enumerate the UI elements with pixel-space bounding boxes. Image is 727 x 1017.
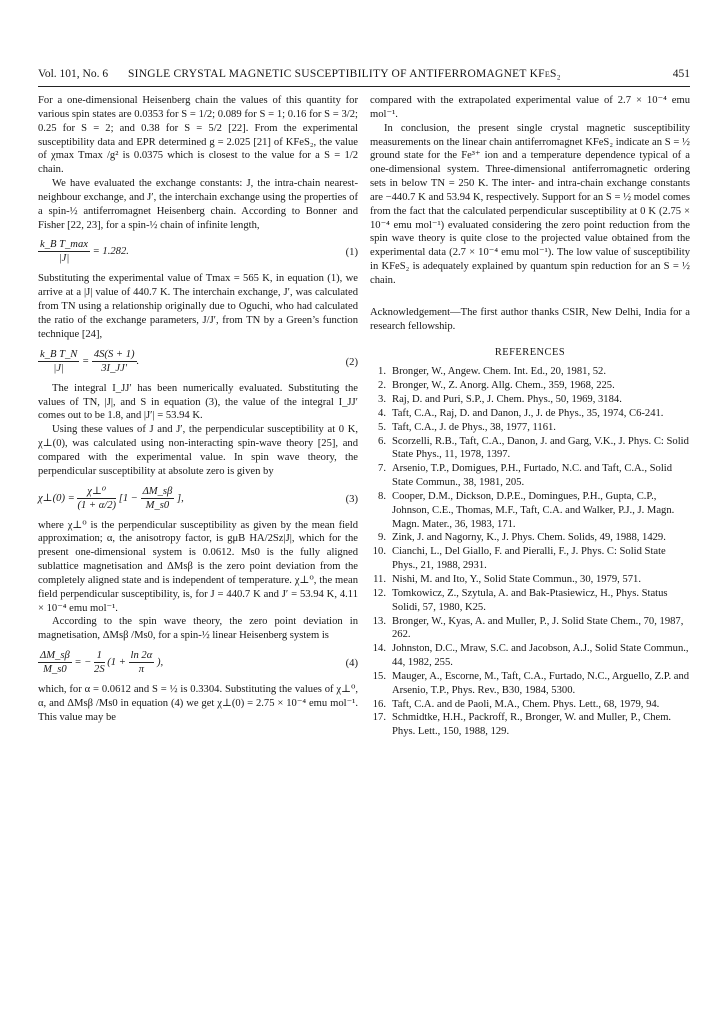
denominator: π — [138, 664, 145, 676]
numerator: ΔM_sβ — [142, 485, 173, 497]
fraction — [77, 485, 116, 512]
reference-text: Bronger, W., Z. Anorg. Allg. Chem., 359, 1968, 225. — [392, 380, 615, 392]
numerator: χ⊥⁰ — [77, 485, 116, 499]
reference-number: 13. — [372, 615, 386, 627]
equation-label: (3) — [345, 493, 358, 505]
reference-number: 5. — [378, 421, 386, 433]
numerator: ln 2α — [130, 650, 153, 662]
reference-number: 14. — [372, 643, 386, 655]
fraction — [129, 649, 155, 676]
paragraph: Substituting the experimental value of Tmax = 565 K, in equation (1), we arrive at a |J| value of 440.7 K. The interchain exchange, J′, was calculated from TN using a relationship originally due to Oguchi, who had calculated the ratio of the exchange parameters, J/J′, from TN by a Green’s function technique [24], — [38, 273, 358, 340]
reference-text: Taft, C.A. and de Paoli, M.A., Chem. Phys. Lett., 68, 1979, 94. — [392, 698, 660, 710]
equation-1 — [38, 234, 358, 270]
reference-text: Cooper, D.M., Dickson, D.P.E., Domingues, P.H., Gupta, C.P., Johnson, C.E., Thomas, M.F., Taft, C.A. and Walker, P.J., J. Magn. Magn. Mater., 36, 1983, 171. — [392, 490, 675, 530]
reference-text: Johnston, D.C., Mraw, S.C. and Jacobson, A.J., Solid State Commun., 44, 1982, 255. — [392, 643, 689, 669]
reference-item — [370, 531, 690, 545]
running-title: SINGLE CRYSTAL MAGNETIC SUSCEPTIBILITY OF ANTIFERROMAGNET KFeS₂ — [128, 68, 561, 80]
denominator: 3I_JJ′ — [101, 362, 128, 374]
paragraph: The integral I_JJ′ has been numerically evaluated. Substituting the values of TN, |J|, and S in equation (3), the value of the integral I_JJ′ comes out to be 1.8, and |J′| = 53.94 K. — [38, 382, 358, 422]
reference-item — [370, 711, 690, 739]
paren-open: (1 + — [107, 657, 126, 669]
bracket-close: ], — [176, 492, 184, 504]
fraction — [94, 649, 105, 676]
reference-text: Cianchi, L., Del Giallo, F. and Pieralli, F., J. Phys. C: Solid State Phys., 21, 1988, 2931. — [392, 546, 666, 572]
denominator: |J| — [53, 362, 64, 374]
reference-item — [370, 573, 690, 587]
denominator: M_s0 — [145, 499, 170, 511]
reference-text: Schmidtke, H.H., Packroff, R., Bronger, W. and Muller, P., Chem. Phys. Lett., 150, 1988, 129. — [392, 712, 672, 738]
reference-item — [370, 462, 690, 490]
paragraph: Using these values of J and J′, the perpendicular susceptibility at 0 K, χ⊥(0), was calculated using non-interacting spin-wave theory [25], and compared with the experimental value. In spin wave theory, the perpendicular susceptibility at absolute zero is given by — [38, 424, 358, 477]
reference-text: Tomkowicz, Z., Szytula, A. and Bak-Ptasiewicz, H., Phys. Status Solidi, 57, 1980, K25. — [392, 587, 668, 613]
reference-number: 9. — [378, 532, 386, 544]
reference-item — [370, 490, 690, 532]
paren-close: ), — [156, 657, 164, 669]
fraction — [92, 348, 137, 375]
reference-number: 2. — [378, 380, 386, 392]
reference-number: 3. — [378, 394, 386, 406]
paragraph: We have evaluated the exchange constants: J, the intra-chain nearest-neighbour exchange, and J′, the interchain exchange using the properties of a spin-½ antiferromagnet Heisenberg chain. According to Bonner and Fisher [22, 23], for a spin-½ chain of infinite length, — [38, 178, 358, 231]
reference-item — [370, 407, 690, 421]
numerator: k_B T_N — [40, 348, 78, 360]
reference-text: Mauger, A., Escorne, M., Taft, C.A., Furtado, N.C., Arguello, Z.P. and Arsenio, T.P., Phys. Rev., B30, 1984, 5300. — [392, 670, 690, 696]
left-column — [38, 94, 358, 725]
reference-text: Nishi, M. and Ito, Y., Solid State Commun., 30, 1979, 571. — [392, 574, 641, 585]
reference-number: 11. — [373, 574, 386, 585]
fraction — [141, 485, 175, 512]
reference-number: 6. — [378, 435, 386, 447]
equation-2: $\frac{\text{k\_B T\_N}}{|J|}$ = $\frac{4S(S + 1)}{3I\_JJ'}$ . (2) — [40, 348, 358, 374]
right-column — [370, 94, 690, 739]
denominator: |J| — [58, 253, 70, 265]
denominator: M_s0 — [43, 664, 67, 676]
page-number: 451 — [672, 68, 690, 80]
reference-item — [370, 545, 690, 573]
equation-label: (1) — [345, 247, 358, 259]
reference-item — [370, 379, 690, 393]
reference-item — [370, 615, 690, 643]
reference-number: 8. — [378, 490, 386, 502]
reference-number: 17. — [372, 712, 386, 724]
reference-text: Taft, C.A., Raj, D. and Danon, J., J. de Phys., 35, 1974, C6-241. — [392, 407, 664, 419]
equation-3 — [38, 481, 358, 517]
paragraph: For a one-dimensional Heisenberg chain the values of this quantity for various spin states are 0.0353 for S = 1/2; 0.089 for S = 1; 0.16 for S = 3/2; 0.25 for S = 2; and 0.38 for S = 5/2 [22]. From the experimental susceptibility data and EPR determined g = 2.025 [21] of KFeS₂, the value of χmax Tmax /g² is 0.0375 which is closest to the value for a S = 1/2 chain. — [38, 95, 358, 176]
equation-rhs: = 1.282. — [92, 246, 129, 258]
reference-number: 15. — [372, 670, 386, 682]
header-rule — [38, 86, 690, 87]
reference-item — [370, 435, 690, 463]
reference-item — [370, 393, 690, 407]
paragraph: which, for α = 0.0612 and S = ½ is 0.3304. Substituting the values of χ⊥⁰, α, and ΔMsβ /Ms0 in equation (4) we get χ⊥(0) = 2.75 × 10⁻⁴ emu mol⁻¹. This value may be — [38, 684, 358, 723]
paragraph: In conclusion, the present single crystal magnetic susceptibility measurements on the linear chain antiferromagnet KFeS₂ indicate an S = ½ ground state for the Fe³⁺ ion and a temperature dependence typical of a one-dimensional system. Three-dimensional antiferromagnetic ordering sets in below TN = 250 K. The inter- and intra-chain exchange constants are −440.7 K and 53.94 K, respectively. Support for an S = ½ model comes from the fact that the calculated perpendicular susceptibility at 0 K (2.75 × 10⁻⁴ emu mol⁻¹) evaluated considering the zero point reduction from the spin wave theory is quite close to the projected value obtained from the experimental data (2.7 × 10⁻⁴ emu mol⁻¹). The low value of susceptibility in KFeS₂ is adequately explained by quantum spin reduction for an S = ½ chain. — [370, 122, 690, 286]
reference-text: Scorzelli, R.B., Taft, C.A., Danon, J. and Garg, V.K., J. Phys. C: Solid State Phys., 11, 1978, 1397. — [392, 435, 689, 461]
fraction — [38, 238, 90, 265]
paragraph: where χ⊥⁰ is the perpendicular susceptibility as given by the mean field approximation; α, the anisotropy factor, is gμB HA/2Sz|J|, which for the present one-dimensional system is 0.0612. Ms0 is the fully aligned sublattice magnetisation and ΔMsβ is the zero point deviation from the completely aligned state and is independent of temperature. χ⊥⁰, the mean field perpendicular susceptibility, is, for J = 440.7 K and J′ = 53.94 K, 4.11 × 10⁻⁴ emu mol⁻¹. — [38, 519, 358, 614]
running-header — [38, 68, 690, 86]
reference-item — [370, 670, 690, 698]
equation-label: (4) — [345, 658, 358, 670]
equation-label: (2) — [345, 356, 358, 368]
denominator: 2S — [94, 664, 105, 676]
equation-4 — [38, 645, 358, 681]
reference-text: Raj, D. and Puri, S.P., J. Chem. Phys., 50, 1969, 3184. — [392, 394, 622, 406]
reference-text: Taft, C.A., J. de Phys., 38, 1977, 1161. — [392, 421, 556, 433]
reference-list — [370, 365, 690, 739]
numerator: ΔM_sβ — [40, 650, 70, 662]
reference-text: Arsenio, T.P., Domigues, P.H., Furtado, N.C. and Taft, C.A., Solid State Commun., 38, 1981, 205. — [392, 463, 672, 489]
numerator: k_B T_max — [40, 239, 88, 251]
numerator: 1 — [94, 649, 105, 663]
reference-text: Bronger, W., Kyas, A. and Muller, P., J. Solid State Chem., 70, 1987, 262. — [392, 615, 684, 641]
paragraph: compared with the extrapolated experimental value of 2.7 × 10⁻⁴ emu mol⁻¹. — [370, 95, 690, 120]
reference-number: 12. — [372, 587, 386, 599]
fraction — [38, 348, 79, 375]
reference-number: 1. — [378, 366, 386, 378]
reference-item — [370, 698, 690, 712]
volume-issue: Vol. 101, No. 6 — [38, 68, 109, 80]
reference-item — [370, 365, 690, 379]
reference-item — [370, 587, 690, 615]
reference-item — [370, 421, 690, 435]
equation-operator: = − — [74, 657, 92, 669]
reference-number: 4. — [378, 407, 386, 419]
acknowledgement: Acknowledgement—The first author thanks CSIR, New Delhi, India for a research fellowship. — [370, 306, 690, 332]
reference-number: 10. — [372, 546, 386, 558]
references-heading: REFERENCES — [494, 346, 566, 358]
reference-item — [370, 642, 690, 670]
equation-lhs: χ⊥(0) = — [38, 492, 75, 504]
fraction — [38, 649, 72, 676]
reference-text: Zink, J. and Nagorny, K., J. Phys. Chem. Solids, 49, 1988, 1429. — [392, 532, 666, 544]
denominator: (1 + α/2) — [77, 499, 117, 511]
reference-number: 7. — [378, 463, 386, 475]
reference-number: 16. — [372, 698, 386, 710]
paragraph: According to the spin wave theory, the zero point deviation in magnetisation, ΔMsβ /Ms0, for a spin-½ linear Heisenberg system is — [38, 616, 358, 642]
bracket-open: [1 − — [118, 492, 138, 504]
numerator: 4S(S + 1) — [93, 348, 135, 360]
reference-text: Bronger, W., Angew. Chem. Int. Ed., 20, 1981, 52. — [392, 366, 606, 378]
